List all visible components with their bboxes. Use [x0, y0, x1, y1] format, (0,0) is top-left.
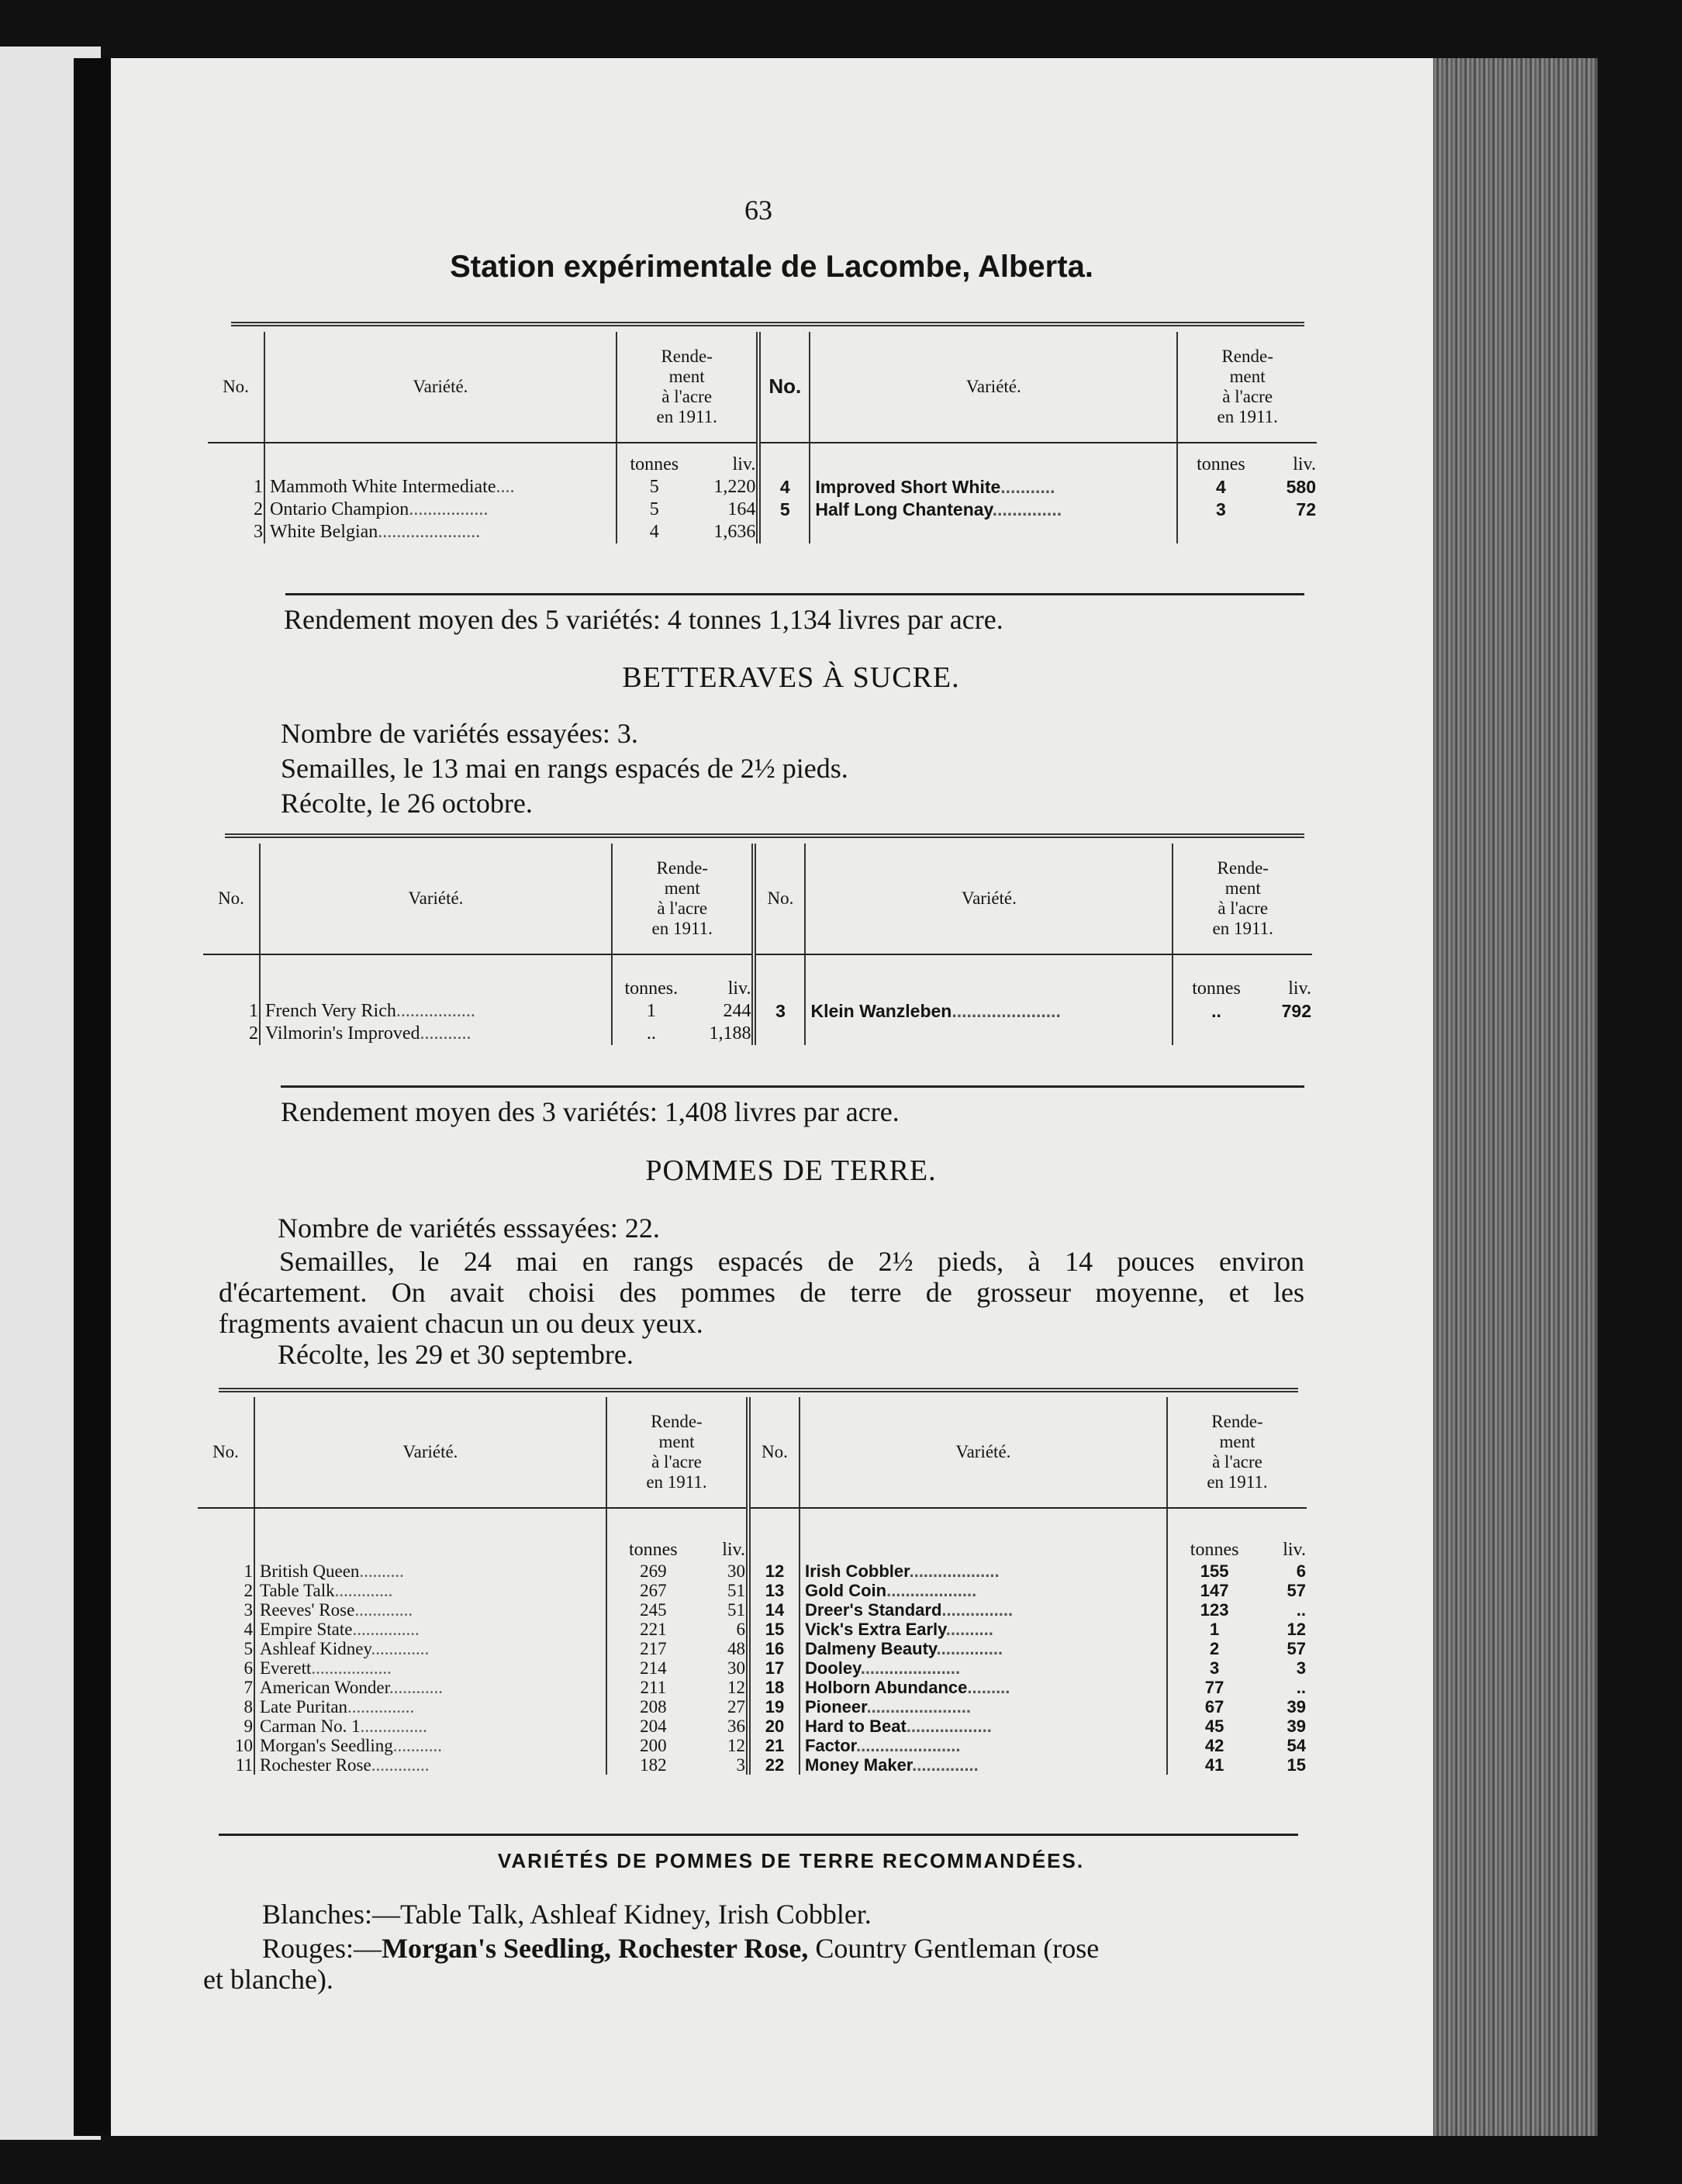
table3: [198, 1397, 1307, 1775]
table3-header: No. Variété. Rende- ment à l'acre en 1911. No. Variété. Rende- ment à l'acre en 1911.: [198, 1397, 1307, 1508]
page-number: 63: [744, 195, 772, 226]
recommended-heading: VARIÉTÉS DE POMMES DE TERRE RECOMMANDÉES.: [497, 1849, 1085, 1872]
section2-line-3: Récolte, le 26 octobre.: [281, 788, 533, 819]
table3-top-rule: [219, 1388, 1298, 1392]
table3-units-row: tonnes liv. tonnes liv.: [198, 1508, 1307, 1561]
section2-line-1: Nombre de variétés essayées: 3.: [281, 718, 638, 749]
table-row: 6 Everett.................. 214 30 17 Dooley..................... 3 3: [243, 1658, 1306, 1678]
table-row: 1 Mammoth White Intermediate.... 5 1,220 4 Improved Short White........... 4 580: [254, 477, 1316, 497]
header-variety: Variété.: [413, 377, 468, 396]
section3-line-5: Récolte, les 29 et 30 septembre.: [278, 1339, 634, 1370]
table2-units-row: tonnes. liv. tonnes liv.: [203, 954, 1312, 1000]
table-row: 8 Late Puritan............... 208 27 19 Pioneer...................... 67 39: [243, 1697, 1306, 1716]
section2-line-2: Semailles, le 13 mai en rangs espacés de 2½ pieds.: [281, 753, 848, 784]
table2-top-rule: [225, 833, 1304, 838]
table-row: 7 American Wonder............ 211 12 18 Holborn Abundance......... 77 ..: [243, 1678, 1306, 1697]
table-row: 2 Ontario Champion................. 5 164 5 Half Long Chantenay.............. 3 72: [254, 499, 1316, 519]
table-row: 10 Morgan's Seedling........... 200 12 21 Factor...................... 42 54: [235, 1736, 1306, 1755]
table3-bottom-rule: [219, 1834, 1298, 1836]
table-row: 3 Reeves' Rose............. 245 51 14 Dreer's Standard............... 123 ..: [243, 1600, 1306, 1620]
table-row: 11 Rochester Rose............. 182 3 22 Money Maker.............. 41 15: [235, 1755, 1306, 1775]
table1-bottom-rule: [285, 593, 1304, 595]
page-edges: [1433, 58, 1597, 2136]
section-heading-pommes: POMMES DE TERRE.: [645, 1154, 937, 1187]
table-row: 9 Carman No. 1............... 204 36 20 Hard to Beat.................. 45 39: [243, 1716, 1306, 1736]
table1-top-rule: [231, 322, 1304, 326]
section3-line-2: Semailles, le 24 mai en rangs espacés de 2½ pieds, à 14 pouces environ: [279, 1246, 1304, 1277]
table-row: 2 Vilmorin's Improved........... .. 1,188: [203, 1023, 1312, 1045]
table2: [203, 844, 1312, 1045]
table2-header: No. Variété. Rende- ment à l'acre en 1911. No. Variété. Rende- ment à l'acre en 1911.: [203, 844, 1312, 954]
table-row: 2 Table Talk............. 267 51 13 Gold Coin................... 147 57: [243, 1581, 1306, 1600]
section-heading-betteraves: BETTERAVES À SUCRE.: [622, 661, 960, 694]
table2-bottom-rule: [281, 1085, 1304, 1088]
section3-line-4: fragments avaient chacun un ou deux yeux.: [219, 1308, 703, 1339]
table1: [208, 332, 1317, 543]
table-row: 1 French Very Rich................. 1 244 3 Klein Wanzleben...................... .. 792: [249, 1001, 1311, 1021]
table-row: 4 Empire State............... 221 6 15 Vick's Extra Early.......... 1 12: [243, 1620, 1306, 1639]
header-yield: Rende- ment à l'acre en 1911.: [617, 332, 758, 443]
section3-line-1: Nombre de variétés esssayées: 22.: [278, 1213, 660, 1244]
recommended-rouges: Rouges:—Morgan's Seedling, Rochester Rose, Country Gentleman (rose: [262, 1933, 1100, 1964]
recommended-blanches: Blanches:—Table Talk, Ashleaf Kidney, Irish Cobbler.: [262, 1899, 872, 1930]
summary-line-1: Rendement moyen des 5 variétés: 4 tonnes 1,134 livres par acre.: [284, 604, 1003, 635]
header-no: No.: [223, 377, 249, 396]
book-gutter: [74, 58, 111, 2136]
table3-body: [198, 1508, 1307, 1775]
table-row: 5 Ashleaf Kidney............. 217 48 16 Dalmeny Beauty.............. 2 57: [243, 1639, 1306, 1658]
summary-line-2: Rendement moyen des 3 variétés: 1,408 livres par acre.: [281, 1096, 900, 1127]
section3-line-3: d'écartement. On avait choisi des pommes de terre de grosseur moyenne, et les: [219, 1277, 1304, 1308]
table-row: 3 White Belgian...................... 4 1,636: [208, 521, 1317, 543]
page-title: Station expérimentale de Lacombe, Alberta.: [450, 250, 1093, 284]
table-row: 1 British Queen.......... 269 30 12 Irish Cobbler................... 155 6: [243, 1561, 1306, 1581]
table1-header: No. Variété. Rende- ment à l'acre en 1911. No. Variété. Rende- ment à l'acre en 1911.: [208, 332, 1317, 443]
recommended-rouges-cont: et blanche).: [203, 1964, 333, 1995]
table1-units-row: tonnes liv. tonnes liv.: [208, 443, 1317, 476]
